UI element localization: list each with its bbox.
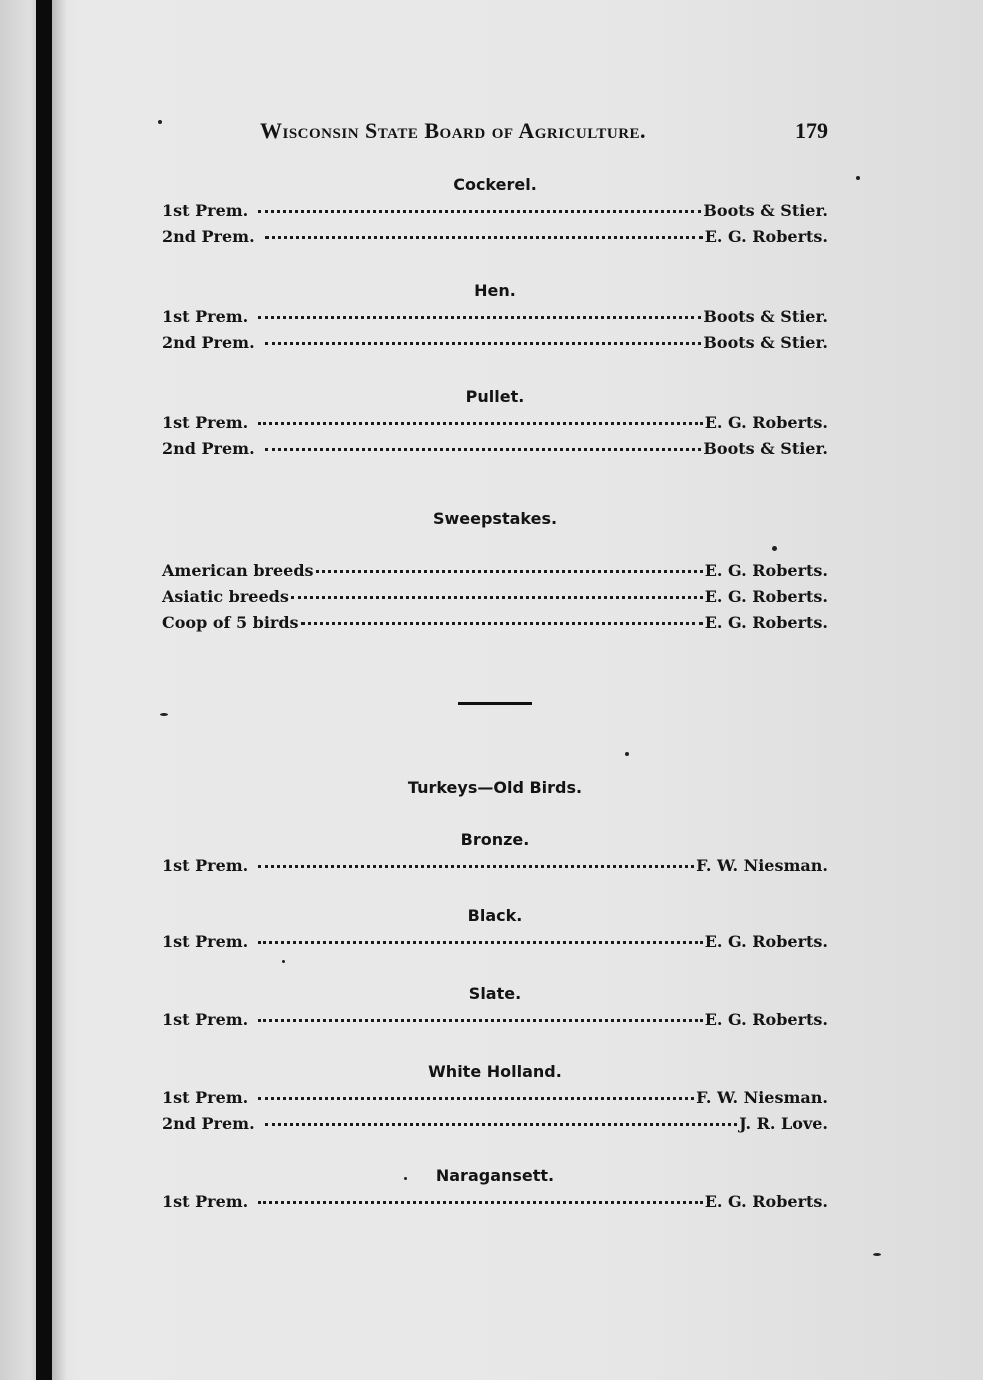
entry-winner: E. G. Roberts. xyxy=(704,613,828,632)
premium-entry xyxy=(162,1007,828,1033)
dot-leader xyxy=(258,1097,694,1100)
entry-label: 1st Prem. xyxy=(162,307,249,326)
premium-entry xyxy=(162,558,828,584)
dot-leader xyxy=(258,316,701,319)
section-slate xyxy=(162,981,828,1033)
entry-label: 2nd Prem. xyxy=(162,333,255,352)
dot-leader xyxy=(265,448,702,451)
section-sweepstakes xyxy=(162,506,828,636)
page-binding-edge xyxy=(0,0,36,1380)
dot-leader xyxy=(291,596,703,599)
scan-speck xyxy=(772,546,777,551)
scan-speck xyxy=(282,960,285,963)
entry-winner: E. G. Roberts. xyxy=(704,1192,828,1211)
premium-entry xyxy=(162,929,828,955)
entry-label: 2nd Prem. xyxy=(162,1114,255,1133)
premium-entry xyxy=(162,1189,828,1215)
gutter-fade xyxy=(52,0,66,1380)
entry-label: 1st Prem. xyxy=(162,1010,249,1029)
entry-winner: J. R. Love. xyxy=(739,1114,828,1133)
dot-leader xyxy=(258,941,702,944)
premium-entry xyxy=(162,1111,828,1137)
dot-leader xyxy=(258,1019,702,1022)
page-number: 179 xyxy=(795,118,828,143)
dot-leader xyxy=(265,236,703,239)
dot-leader xyxy=(301,622,703,625)
entry-winner: E. G. Roberts. xyxy=(704,1010,828,1029)
dot-leader xyxy=(258,210,701,213)
entry-winner: Boots & Stier. xyxy=(703,201,828,220)
entry-winner: F. W. Niesman. xyxy=(696,856,828,875)
entry-label: 1st Prem. xyxy=(162,201,249,220)
entry-label: 1st Prem. xyxy=(162,856,249,875)
running-head: Wisconsin State Board of Agriculture. xyxy=(260,118,647,143)
section-turkeys-old-birds xyxy=(162,775,828,801)
entry-winner: F. W. Niesman. xyxy=(696,1088,828,1107)
section-pullet xyxy=(162,384,828,462)
dot-leader xyxy=(316,570,703,573)
section-heading: Naragansett. xyxy=(435,1166,555,1185)
dot-leader xyxy=(265,1123,737,1126)
entry-label: 2nd Prem. xyxy=(162,227,255,246)
dot-leader xyxy=(258,422,702,425)
entry-label: 1st Prem. xyxy=(162,932,249,951)
entry-winner: E. G. Roberts. xyxy=(704,561,828,580)
scan-speck xyxy=(404,1177,407,1180)
dot-leader xyxy=(258,1201,702,1204)
scan-speck xyxy=(158,120,162,124)
premium-entry xyxy=(162,436,828,462)
section-heading: Hen. xyxy=(474,281,516,300)
section-heading: Pullet. xyxy=(465,387,525,406)
scan-speck xyxy=(873,1253,881,1256)
section-naragansett xyxy=(162,1163,828,1215)
premium-entry xyxy=(162,224,828,250)
dot-leader xyxy=(265,342,702,345)
section-heading: Sweepstakes. xyxy=(432,509,558,528)
entry-winner: E. G. Roberts. xyxy=(704,932,828,951)
section-black xyxy=(162,903,828,955)
section-heading: Bronze. xyxy=(460,830,530,849)
entry-winner: Boots & Stier. xyxy=(703,307,828,326)
entry-label: Asiatic breeds xyxy=(162,587,289,606)
section-heading: White Holland. xyxy=(428,1062,562,1081)
premium-entry xyxy=(162,853,828,879)
entry-label: 1st Prem. xyxy=(162,1192,249,1211)
section-heading: Slate. xyxy=(468,984,522,1003)
section-cockerel xyxy=(162,172,828,250)
premium-entry xyxy=(162,198,828,224)
premium-entry xyxy=(162,410,828,436)
section-bronze xyxy=(162,827,828,879)
entry-winner: Boots & Stier. xyxy=(703,439,828,458)
entry-label: 2nd Prem. xyxy=(162,439,255,458)
premium-list xyxy=(162,172,828,1215)
section-white-holland xyxy=(162,1059,828,1137)
section-hen xyxy=(162,278,828,356)
entry-label: American breeds xyxy=(162,561,314,580)
section-heading: Black. xyxy=(467,906,523,925)
page-header xyxy=(160,118,828,152)
entry-winner: E. G. Roberts. xyxy=(704,587,828,606)
premium-entry xyxy=(162,304,828,330)
entry-label: 1st Prem. xyxy=(162,1088,249,1107)
scan-speck xyxy=(160,713,168,716)
section-heading: Cockerel. xyxy=(453,175,537,194)
premium-entry xyxy=(162,610,828,636)
entry-winner: E. G. Roberts. xyxy=(704,227,828,246)
entry-winner: Boots & Stier. xyxy=(703,333,828,352)
gutter-shadow-bar xyxy=(36,0,52,1380)
premium-entry xyxy=(162,1085,828,1111)
section-heading: Turkeys—Old Birds. xyxy=(407,778,583,797)
scan-speck xyxy=(856,176,860,180)
scan-speck xyxy=(625,752,629,756)
entry-label: 1st Prem. xyxy=(162,413,249,432)
premium-entry xyxy=(162,330,828,356)
entry-label: Coop of 5 birds xyxy=(162,613,299,632)
premium-entry xyxy=(162,584,828,610)
entry-winner: E. G. Roberts. xyxy=(704,413,828,432)
dot-leader xyxy=(258,865,694,868)
